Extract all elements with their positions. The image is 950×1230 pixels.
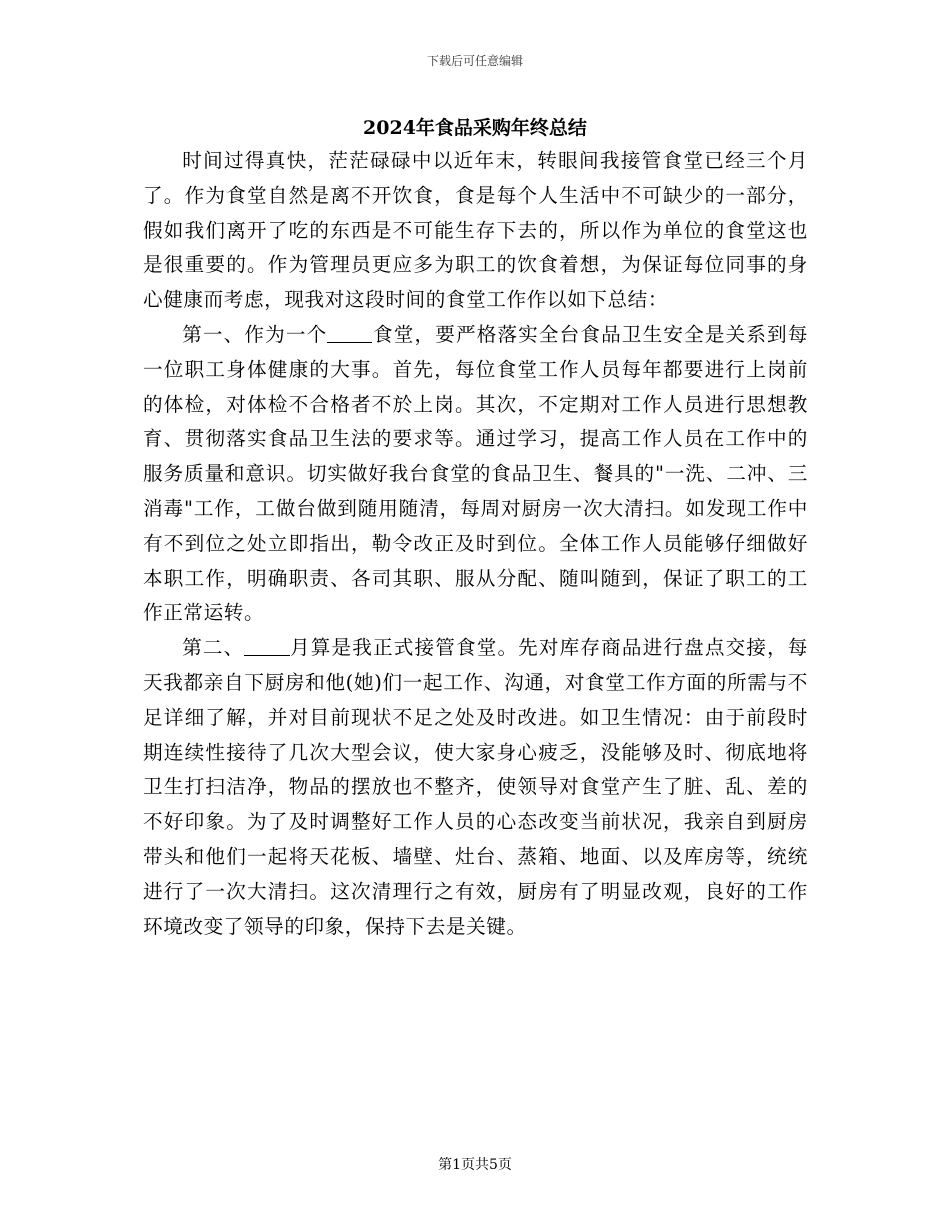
- paragraph-first: [143, 318, 808, 631]
- paragraph-first-lead: 第一、作为一个: [182, 322, 328, 346]
- paragraph-second: [143, 631, 808, 944]
- fill-in-blank: [327, 322, 372, 343]
- page-number: 第1页共5页: [438, 1157, 512, 1173]
- paragraph-intro-text: 时间过得真快，茫茫碌碌中以近年末，转眼间我接管食堂已经三个月了。作为食堂自然是离不开饮食，食是每个人生活中不可缺少的一部分，假如我们离开了吃的东西是不可能生存下去的，所以作为单位的食堂这也是很重要的。作为管理员更应多为职工的饮食着想，为保证每位同事的身心健康而考虑，现我对这段时间的食堂工作作以如下总结：: [143, 149, 808, 312]
- paragraph-second-lead: 第二、: [182, 636, 245, 660]
- paragraph-second-text: 月算是我正式接管食堂。先对库存商品进行盘点交接，每天我都亲自下厨房和他(她)们一起工作、沟通，对食堂工作方面的所需与不足详细了解，并对目前现状不足之处及时改进。如卫生情况：由于前段时期连续性接待了几次大型会议，使大家身心疲乏，没能够及时、彻底地将卫生打扫洁净，物品的摆放也不整齐，使领导对食堂产生了脏、乱、差的不好印象。为了及时调整好工作人员的心态改变当前状况，我亲自到厨房带头和他们一起将天花板、墙壁、灶台、蒸箱、地面、以及库房等，统统进行了一次大清扫。这次清理行之有效，厨房有了明显改观，良好的工作环境改变了领导的印象，保持下去是关键。: [143, 636, 809, 938]
- fill-in-blank: [244, 636, 289, 657]
- document-title: 2024年食品采购年终总结: [363, 117, 587, 139]
- document-body: [143, 144, 808, 944]
- paragraph-first-text: 食堂，要严格落实全台食品卫生安全是关系到每一位职工身体健康的大事。首先，每位食堂工作人员每年都要进行上岗前的体检，对体检不合格者不於上岗。其次，不定期对工作人员进行思想教育、贯彻落实食品卫生法的要求等。通过学习，提高工作人员在工作中的服务质量和意识。切实做好我台食堂的食品卫生、餐具的"一洗、二冲、三消毒"工作，工做台做到随用随清，每周对厨房一次大清扫。如发现工作中有不到位之处立即指出，勒令改正及时到位。全体工作人员能够仔细做好本职工作，明确职责、各司其职、服从分配、随叫随到，保证了职工的工作正常运转。: [143, 322, 808, 625]
- page-header-note: 下载后可任意编辑: [426, 54, 523, 68]
- paragraph-intro: [143, 144, 808, 318]
